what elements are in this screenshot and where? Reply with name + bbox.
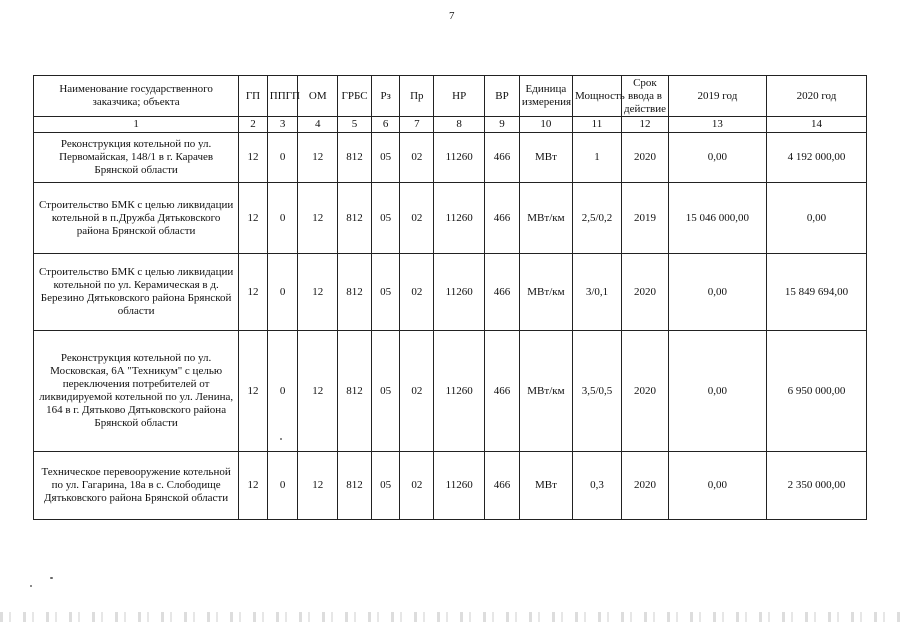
rz-code: 05 bbox=[371, 254, 400, 331]
unit-cell: МВт bbox=[519, 452, 572, 520]
om-code: 12 bbox=[298, 452, 338, 520]
header-row bbox=[34, 76, 867, 117]
vr-code: 466 bbox=[485, 254, 520, 331]
amount-2020: 4 192 000,00 bbox=[766, 133, 866, 183]
capacity-cell: 3/0,1 bbox=[572, 254, 621, 331]
column-number: 12 bbox=[621, 117, 668, 133]
unit-cell: МВт bbox=[519, 133, 572, 183]
table-row bbox=[34, 183, 867, 254]
pr-code: 02 bbox=[400, 331, 434, 452]
gp-code: 12 bbox=[239, 331, 268, 452]
ppgp-code: 0 bbox=[267, 452, 298, 520]
header-object-name: Наименование государственного заказчика; объекта bbox=[34, 76, 239, 117]
unit-cell: МВт/км bbox=[519, 331, 572, 452]
table-row bbox=[34, 452, 867, 520]
scan-edge-noise bbox=[0, 612, 905, 622]
table-row bbox=[34, 331, 867, 452]
column-number: 4 bbox=[298, 117, 338, 133]
grbs-code: 812 bbox=[338, 254, 372, 331]
gp-code: 12 bbox=[239, 452, 268, 520]
scan-speck bbox=[280, 438, 282, 440]
column-number: 7 bbox=[400, 117, 434, 133]
header-gp: ГП bbox=[239, 76, 268, 117]
header-pr: Пр bbox=[400, 76, 434, 117]
capacity-cell: 3,5/0,5 bbox=[572, 331, 621, 452]
header-om: ОМ bbox=[298, 76, 338, 117]
capacity-cell: 2,5/0,2 bbox=[572, 183, 621, 254]
rz-code: 05 bbox=[371, 452, 400, 520]
header-grbs: ГРБС bbox=[338, 76, 372, 117]
rz-code: 05 bbox=[371, 133, 400, 183]
amount-2020: 2 350 000,00 bbox=[766, 452, 866, 520]
object-name: Реконструкция котельной по ул. Московская, 6А "Техникум" с целью переключения потребителей от ликвидируемой котельной по ул. Ленина, 164 в г. Дятьково Дятьковского района Брянской области bbox=[34, 331, 239, 452]
om-code: 12 bbox=[298, 254, 338, 331]
column-number: 14 bbox=[766, 117, 866, 133]
gp-code: 12 bbox=[239, 254, 268, 331]
vr-code: 466 bbox=[485, 331, 520, 452]
scan-speck bbox=[30, 585, 32, 587]
om-code: 12 bbox=[298, 133, 338, 183]
nr-code: 11260 bbox=[434, 133, 485, 183]
amount-2020: 15 849 694,00 bbox=[766, 254, 866, 331]
column-number: 1 bbox=[34, 117, 239, 133]
table-row bbox=[34, 254, 867, 331]
column-number: 5 bbox=[338, 117, 372, 133]
header-year-2020: 2020 год bbox=[766, 76, 866, 117]
amount-2019: 15 046 000,00 bbox=[668, 183, 766, 254]
grbs-code: 812 bbox=[338, 331, 372, 452]
rz-code: 05 bbox=[371, 331, 400, 452]
column-number: 11 bbox=[572, 117, 621, 133]
vr-code: 466 bbox=[485, 452, 520, 520]
pr-code: 02 bbox=[400, 254, 434, 331]
vr-code: 466 bbox=[485, 133, 520, 183]
ppgp-code: 0 bbox=[267, 331, 298, 452]
grbs-code: 812 bbox=[338, 452, 372, 520]
term-cell: 2019 bbox=[621, 183, 668, 254]
header-ppgp: ППГП bbox=[267, 76, 298, 117]
header-nr: НР bbox=[434, 76, 485, 117]
unit-cell: МВт/км bbox=[519, 183, 572, 254]
grbs-code: 812 bbox=[338, 183, 372, 254]
header-year-2019: 2019 год bbox=[668, 76, 766, 117]
grbs-code: 812 bbox=[338, 133, 372, 183]
nr-code: 11260 bbox=[434, 254, 485, 331]
header-term: Срок ввода в действие bbox=[621, 76, 668, 117]
pr-code: 02 bbox=[400, 183, 434, 254]
nr-code: 11260 bbox=[434, 452, 485, 520]
vr-code: 466 bbox=[485, 183, 520, 254]
column-number: 9 bbox=[485, 117, 520, 133]
unit-cell: МВт/км bbox=[519, 254, 572, 331]
term-cell: 2020 bbox=[621, 254, 668, 331]
budget-table bbox=[33, 75, 867, 520]
column-number: 3 bbox=[267, 117, 298, 133]
column-number: 13 bbox=[668, 117, 766, 133]
table-row bbox=[34, 133, 867, 183]
term-cell: 2020 bbox=[621, 331, 668, 452]
object-name: Строительство БМК с целью ликвидации котельной по ул. Керамическая в д. Березино Дятьковского района Брянской области bbox=[34, 254, 239, 331]
gp-code: 12 bbox=[239, 133, 268, 183]
amount-2019: 0,00 bbox=[668, 254, 766, 331]
object-name: Реконструкция котельной по ул. Первомайская, 148/1 в г. Карачев Брянской области bbox=[34, 133, 239, 183]
nr-code: 11260 bbox=[434, 183, 485, 254]
nr-code: 11260 bbox=[434, 331, 485, 452]
pr-code: 02 bbox=[400, 452, 434, 520]
header-capacity: Мощность bbox=[572, 76, 621, 117]
ppgp-code: 0 bbox=[267, 183, 298, 254]
rz-code: 05 bbox=[371, 183, 400, 254]
page-number: 7 bbox=[449, 10, 455, 22]
amount-2020: 0,00 bbox=[766, 183, 866, 254]
pr-code: 02 bbox=[400, 133, 434, 183]
column-number: 6 bbox=[371, 117, 400, 133]
capacity-cell: 0,3 bbox=[572, 452, 621, 520]
column-number-row bbox=[34, 117, 867, 133]
term-cell: 2020 bbox=[621, 452, 668, 520]
header-unit: Единица измерения bbox=[519, 76, 572, 117]
ppgp-code: 0 bbox=[267, 133, 298, 183]
om-code: 12 bbox=[298, 183, 338, 254]
header-vr: ВР bbox=[485, 76, 520, 117]
column-number: 8 bbox=[434, 117, 485, 133]
column-number: 10 bbox=[519, 117, 572, 133]
amount-2020: 6 950 000,00 bbox=[766, 331, 866, 452]
amount-2019: 0,00 bbox=[668, 452, 766, 520]
ppgp-code: 0 bbox=[267, 254, 298, 331]
object-name: Строительство БМК с целью ликвидации котельной в п.Дружба Дятьковского района Брянской области bbox=[34, 183, 239, 254]
amount-2019: 0,00 bbox=[668, 331, 766, 452]
object-name: Техническое перевооружение котельной по ул. Гагарина, 18а в с. Слободище Дятьковского района Брянской области bbox=[34, 452, 239, 520]
term-cell: 2020 bbox=[621, 133, 668, 183]
om-code: 12 bbox=[298, 331, 338, 452]
column-number: 2 bbox=[239, 117, 268, 133]
capacity-cell: 1 bbox=[572, 133, 621, 183]
scan-speck bbox=[50, 577, 53, 579]
header-rz: Рз bbox=[371, 76, 400, 117]
gp-code: 12 bbox=[239, 183, 268, 254]
amount-2019: 0,00 bbox=[668, 133, 766, 183]
